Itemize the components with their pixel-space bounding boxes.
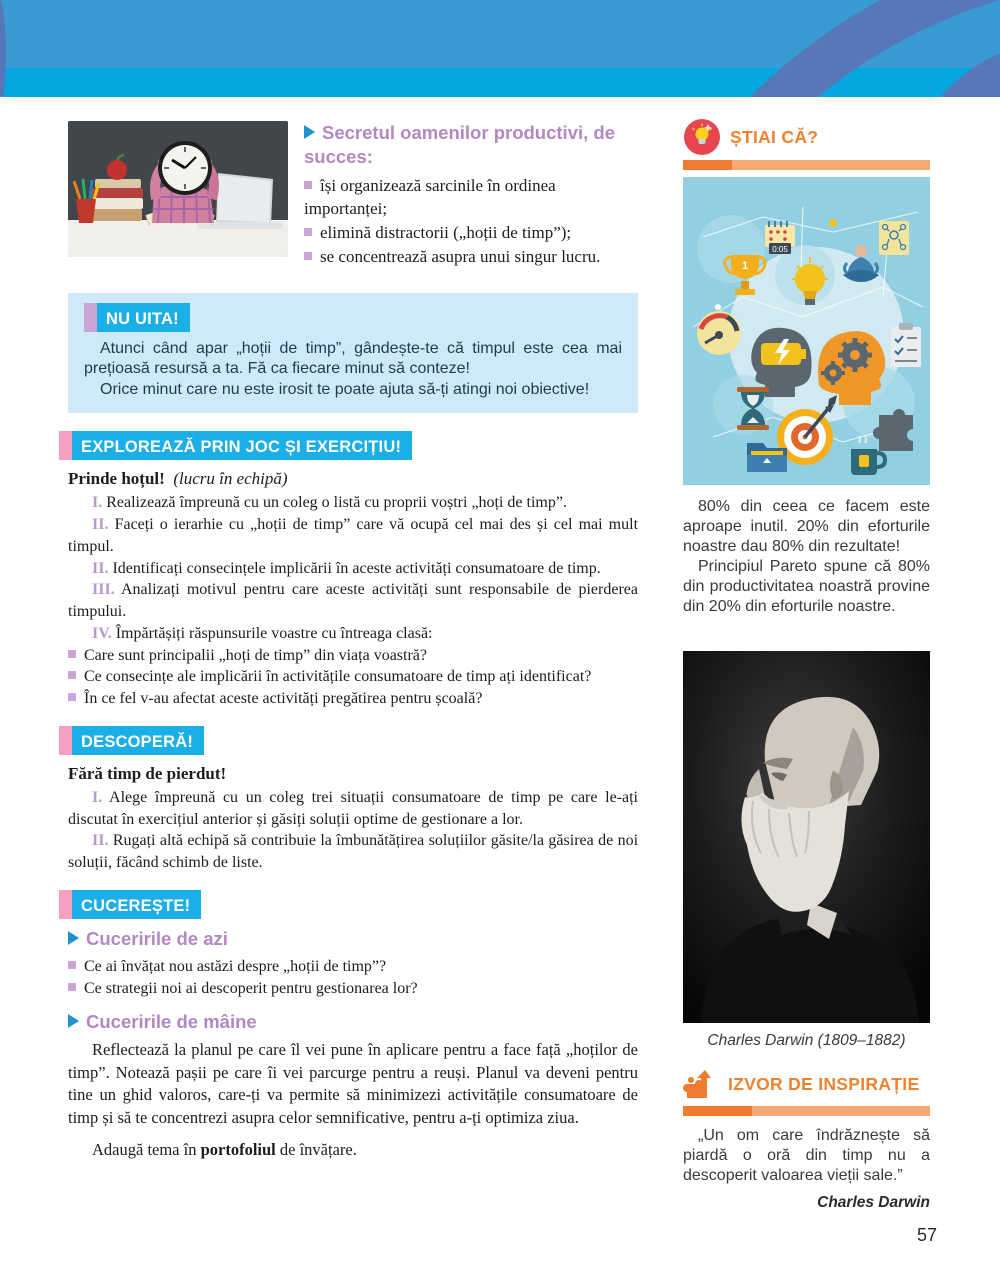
inspiration-header xyxy=(683,1066,930,1102)
question-item: Ce strategii noi ai descoperit pentru gestionarea lor? xyxy=(68,978,638,1000)
puzzle-piece-icon xyxy=(873,409,913,451)
question-item: Ce consecințe ale implicării în activitățile consumatoare de timp ați identificat? xyxy=(68,666,638,688)
arrow-icon xyxy=(68,1014,79,1028)
question-item: Care sunt principalii „hoți de timp” din viața voastră? xyxy=(68,645,638,667)
exercise-step: II. Faceți o ierarhie cu „hoții de timp” care vă ocupă cel mai des și cel mai mult timpul. xyxy=(68,516,639,555)
quote-block xyxy=(683,1126,930,1186)
accent-bar-dark-segment xyxy=(683,1106,752,1116)
section-label-text: NU UITA! xyxy=(97,303,190,332)
darwin-caption: Charles Darwin (1809–1882) xyxy=(707,1032,906,1049)
intro-bullet-list xyxy=(304,175,638,269)
reflection-paragraph: Reflectează la planul pe care îl vei pune în aplicare pentru a face față „hoților de timp”. Notează pașii pe care îi vei parcurge pentru a reuși. Planul va deveni pentru tine un ghid valoros, care-ți va permite să minimizezi activitățile consumatoare de timp și să te concentrezi asupra celor semnificative, pentru a-ți optimiza ziua. xyxy=(68,1040,638,1127)
section-label-text: CUCEREȘTE! xyxy=(72,890,201,919)
inspiration-section xyxy=(683,1066,930,1212)
intro-section xyxy=(68,121,638,271)
list-item: elimină distractorii („hoții de timp”); xyxy=(304,222,638,244)
speedometer-icon xyxy=(697,311,741,355)
bullet-square-icon xyxy=(68,983,76,991)
bullet-square-icon xyxy=(68,650,76,658)
did-you-know-section xyxy=(683,118,930,617)
section-label xyxy=(59,726,204,755)
bullet-square-icon xyxy=(304,252,312,260)
label-tab xyxy=(59,431,72,460)
note-paragraph: Orice minut care nu este irosit te poate ajuta să-ți atingi noi obiective! xyxy=(100,380,590,398)
sidebar-column xyxy=(683,118,930,1212)
exercise-step: IV. Împărtășiți răspunsurile voastre cu întreaga clasă: xyxy=(92,624,433,642)
checklist-icon xyxy=(891,323,921,367)
intro-text xyxy=(304,121,638,271)
pareto-paragraph: Principiul Pareto spune că 80% din productivitatea noastră provine din 20% din eforturile noastre. xyxy=(683,558,930,615)
darwin-portrait-photo xyxy=(683,651,930,1023)
svg-text:0:05: 0:05 xyxy=(772,245,788,254)
bullet-square-icon xyxy=(304,181,312,189)
label-tab xyxy=(59,890,72,919)
bullet-square-icon xyxy=(68,961,76,969)
note-paragraph: Atunci când apar „hoții de timp”, gândește-te că timpul este cea mai prețioasă resursă a ta. Fă ca fiecare minut să conteze! xyxy=(84,339,622,378)
bullet-square-icon xyxy=(68,671,76,679)
exercise-title: Fără timp de pierdut! xyxy=(68,763,227,783)
page-number: 57 xyxy=(916,1225,937,1245)
lightbulb-badge-icon xyxy=(683,118,721,156)
accent-bar-dark-segment xyxy=(683,160,732,170)
exercise-step: I. Realizează împreună cu un coleg o listă cu proprii voștri „hoți de timp”. xyxy=(92,494,567,512)
exercise-step: II. Rugați altă echipă să contribuie la îmbunătățirea soluțiilor găsite/la găsirea de noi soluții, făcând schimb de liste. xyxy=(68,832,639,871)
question-item: Ce ai învățat nou astăzi despre „hoții de timp”? xyxy=(68,956,638,978)
darwin-figure xyxy=(683,651,930,1050)
pareto-paragraph: 80% din ceea ce facem este aproape inutil. 20% din eforturile noastre dau 80% din rezultate! xyxy=(683,498,930,555)
intro-heading: Secretul oamenilor productivi, de succes: xyxy=(304,122,615,168)
today-heading: Cuceririle de azi xyxy=(68,928,638,950)
mindmap-icon xyxy=(879,221,909,255)
list-item: își organizează sarcinile în ordinea importanței; xyxy=(304,176,556,218)
dont-forget-box xyxy=(68,293,638,413)
list-item: se concentrează asupra unui singur lucru. xyxy=(304,246,638,268)
svg-text:1: 1 xyxy=(741,260,749,272)
calendar-timer-icon xyxy=(765,221,795,254)
accent-bar xyxy=(683,1106,930,1116)
quote-text: „Un om care îndrăznește să piardă o oră din timp nu a descoperit valoarea vieții sale.” xyxy=(683,1127,930,1184)
question-item: În ce fel v-au afectat aceste activități pregătirea pentru școală? xyxy=(68,688,638,710)
arrow-icon xyxy=(304,125,315,139)
explore-section xyxy=(68,431,638,710)
exercise-title: Prinde hoțul! (lucru în echipă) xyxy=(68,469,288,489)
portfolio-paragraph: Adaugă tema în portofoliul de învățare. xyxy=(92,1140,357,1159)
bullet-square-icon xyxy=(304,228,312,236)
arrow-icon xyxy=(68,931,79,945)
page-header-band xyxy=(0,0,1000,97)
label-tab xyxy=(84,303,97,332)
header-swoosh-graphic xyxy=(0,0,1000,97)
bullet-square-icon xyxy=(68,693,76,701)
exercise-step: II. Identificați consecințele implicării în aceste activități consumatoare de timp. xyxy=(92,559,601,577)
section-label xyxy=(59,890,201,919)
section-label xyxy=(59,431,412,460)
inspiration-title: IZVOR DE INSPIRAȚIE xyxy=(728,1073,920,1094)
quote-author: Charles Darwin xyxy=(817,1194,930,1211)
puzzle-badge-icon xyxy=(683,1066,719,1102)
did-you-know-title: ȘTIAI CĂ? xyxy=(730,126,819,147)
productivity-illustration xyxy=(683,177,930,485)
accent-bar xyxy=(683,160,930,170)
section-label xyxy=(84,303,190,332)
pareto-text xyxy=(683,497,930,617)
child-with-clock-photo xyxy=(68,121,288,257)
exercise-step: I. Alege împreună cu un coleg trei situații consumatoare de timp pe care le-ați discutat în exercițiul anterior și găsiți soluții optime de gestionare a lor. xyxy=(68,788,639,828)
main-column xyxy=(68,121,638,1177)
did-you-know-header xyxy=(683,118,930,156)
conquer-section xyxy=(68,890,638,1162)
exercise-step: III. Analizați motivul pentru care aceste activități sunt responsabile de pierderea timpului. xyxy=(68,581,638,620)
section-label-text: DESCOPERĂ! xyxy=(72,726,204,755)
tomorrow-heading: Cuceririle de mâine xyxy=(68,1011,638,1033)
section-label-text: EXPLOREAZĂ PRIN JOC ȘI EXERCIȚIU! xyxy=(72,431,412,460)
label-tab xyxy=(59,726,72,755)
discover-section xyxy=(68,726,638,874)
